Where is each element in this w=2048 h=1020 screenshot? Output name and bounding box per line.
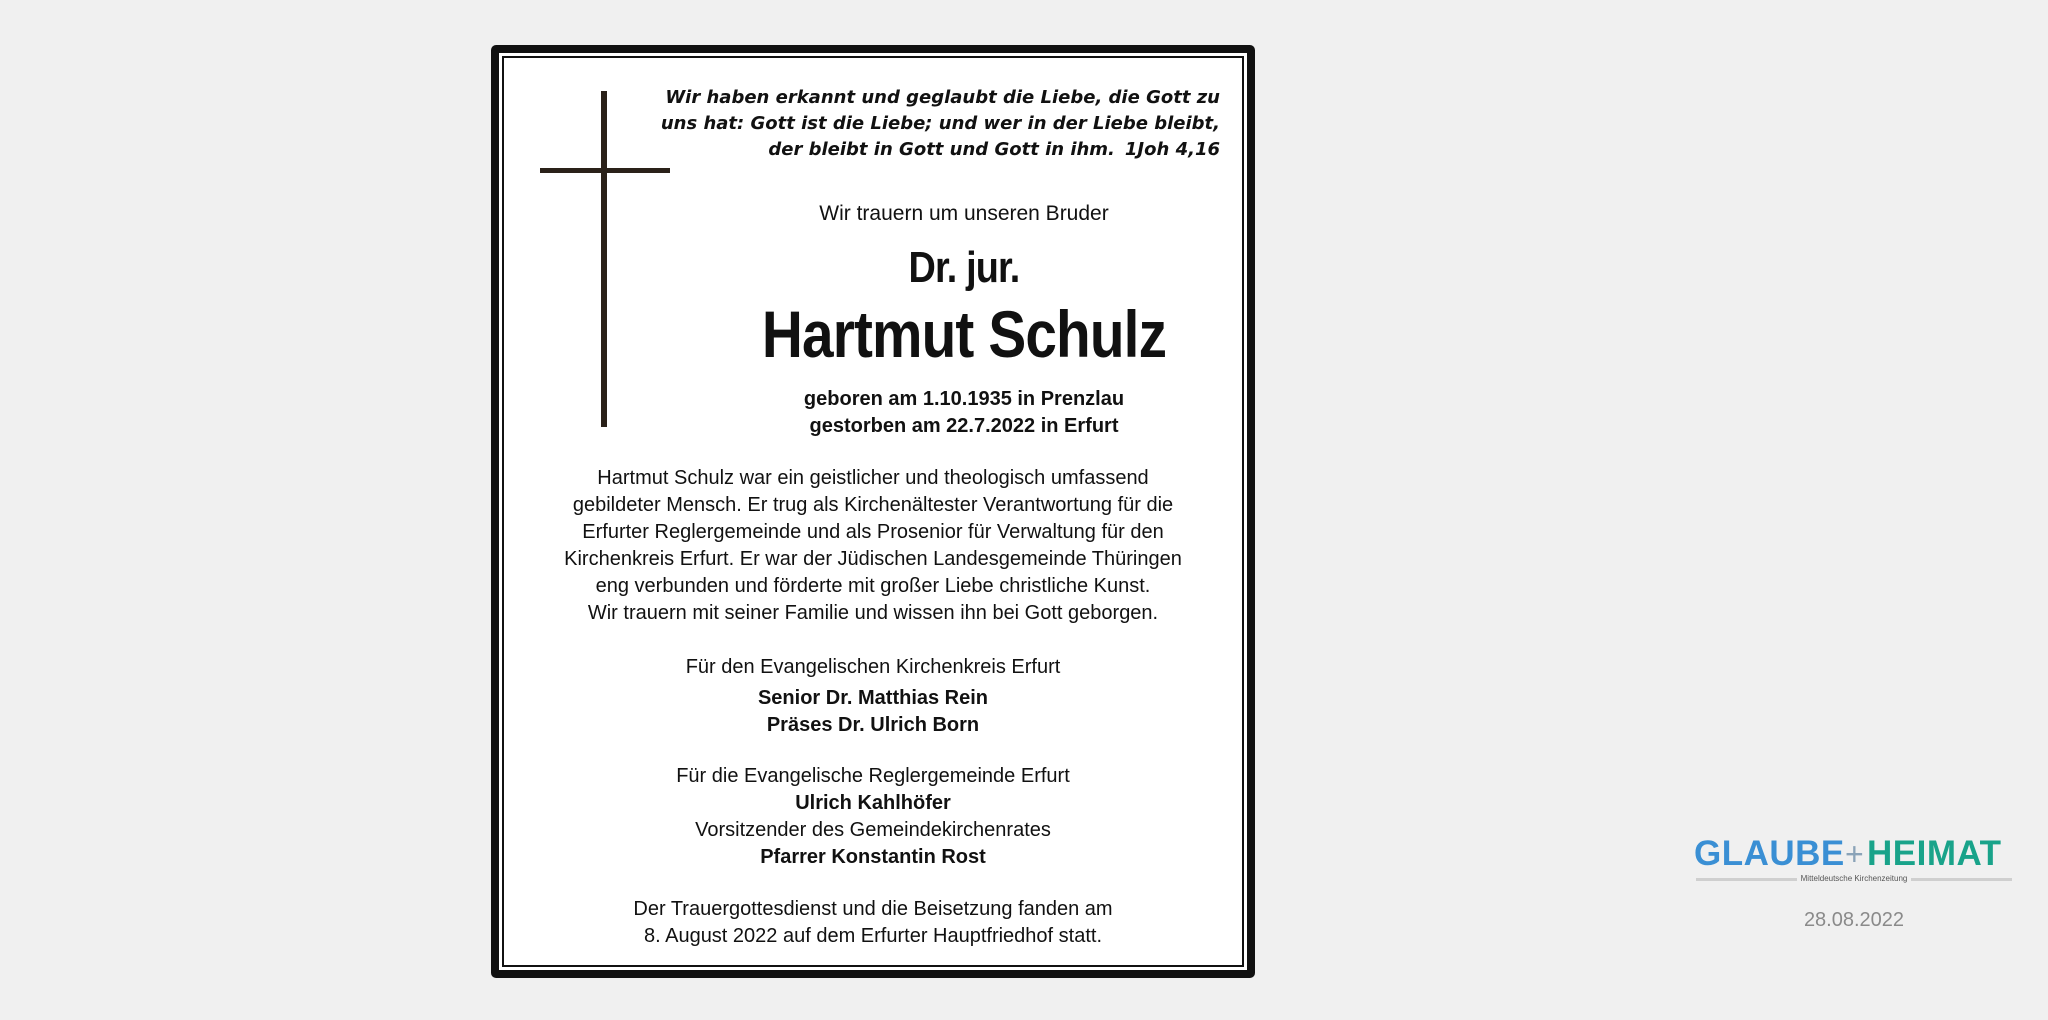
kirchenkreis-org: Für den Evangelischen Kirchenkreis Erfurt <box>685 656 1061 678</box>
life-dates <box>684 386 1244 440</box>
kirchenkreis-signatories <box>504 654 1242 739</box>
glaube-heimat-logo <box>1694 834 2014 884</box>
obituary-content <box>502 56 1244 967</box>
gemeinde-org: Für die Evangelische Reglergemeinde Erfurt <box>676 765 1070 787</box>
service-line: 8. August 2022 auf dem Erfurter Hauptfriedhof statt. <box>643 925 1103 947</box>
biography-line: gebildeter Mensch. Er trug als Kirchenältester Verantwortung für die <box>572 494 1174 516</box>
gemeinde-signatories <box>504 763 1242 871</box>
signatory-name: Senior Dr. Matthias Rein <box>757 687 989 709</box>
biography-line: Kirchenkreis Erfurt. Er war der Jüdischen Landesgemeinde Thüringen <box>564 548 1182 570</box>
mourning-intro: Wir trauern um unseren Bruder <box>819 202 1109 225</box>
funeral-service-note <box>504 896 1242 950</box>
obituary-card <box>491 45 1255 978</box>
obituary-frame <box>499 53 1247 970</box>
deceased-name: Hartmut Schulz <box>761 297 1167 371</box>
death-line: gestorben am 22.7.2022 in Erfurt <box>809 415 1119 437</box>
signatory-role: Vorsitzender des Gemeindekirchenrates <box>695 819 1051 841</box>
academic-title: Dr. jur. <box>908 243 1020 292</box>
logo-plus-sign: + <box>1845 836 1865 872</box>
cross-icon <box>540 91 670 427</box>
logo-glaube-word: GLAUBE <box>1694 834 1845 873</box>
verse-line <box>660 137 1220 163</box>
verse-reference: 1Joh 4,16 <box>1124 139 1220 160</box>
service-line: Der Trauergottesdienst und die Beisetzung fanden am <box>633 898 1113 920</box>
biography-line: eng verbunden und förderte mit großer Liebe christliche Kunst. <box>595 575 1151 597</box>
biography-line: Hartmut Schulz war ein geistlicher und theologisch umfassend <box>597 467 1149 489</box>
logo-subtitle <box>1694 874 2014 883</box>
signatory-name: Ulrich Kahlhöfer <box>795 792 951 814</box>
logo-heimat-word: HEIMAT <box>1867 834 2002 873</box>
biography-text <box>504 465 1242 627</box>
cross-vertical-bar <box>601 91 607 427</box>
verse-text: der bleibt in Gott und Gott in ihm. <box>768 139 1115 160</box>
signatory-name: Präses Dr. Ulrich Born <box>766 714 980 736</box>
bible-verse <box>660 85 1220 163</box>
birth-line: geboren am 1.10.1935 in Prenzlau <box>803 388 1125 410</box>
biography-line: Wir trauern mit seiner Familie und wissen ihn bei Gott geborgen. <box>587 602 1159 624</box>
signatory-name: Pfarrer Konstantin Rost <box>760 846 986 868</box>
cross-horizontal-bar <box>540 168 670 173</box>
publication-date: 28.08.2022 <box>1803 909 1905 931</box>
logo-subtitle-text: Mitteldeutsche Kirchenzeitung <box>1797 874 1912 883</box>
verse-line: uns hat: Gott ist die Liebe; und wer in der Liebe bleibt, <box>660 113 1220 134</box>
biography-line: Erfurter Reglergemeinde und als Prosenior für Verwaltung für den <box>582 521 1164 543</box>
verse-line: Wir haben erkannt und geglaubt die Liebe, die Gott zu <box>665 87 1220 108</box>
